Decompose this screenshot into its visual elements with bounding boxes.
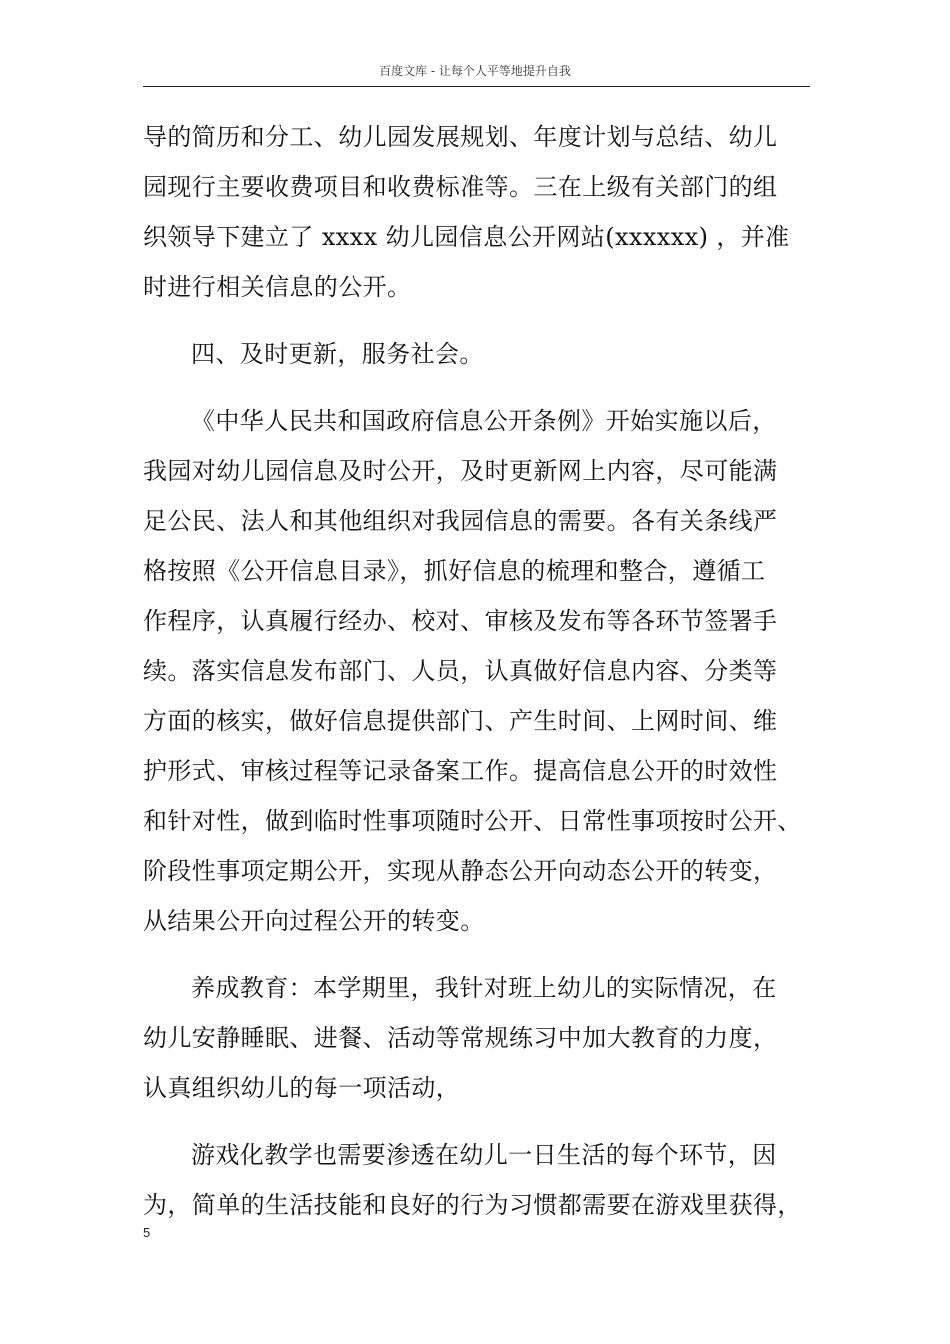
text-line: 阶段性事项定期公开，实现从静态公开向动态公开的转变，	[143, 857, 778, 885]
text-line: 四、及时更新，服务社会。	[191, 340, 484, 368]
header-divider	[143, 86, 810, 87]
text-line: 园现行主要收费项目和收费标准等。三在上级有关部门的组	[143, 173, 778, 201]
page-number: 5	[143, 1225, 151, 1240]
text-line: 《中华人民共和国政府信息公开条例》开始实施以后，	[191, 407, 777, 435]
section-heading-four	[143, 329, 810, 379]
text-line: 续。落实信息发布部门、人员，认真做好信息内容、分类等	[143, 657, 778, 685]
paragraph-habit-education	[143, 963, 810, 1113]
text-line: 养成教育：本学期里，我针对班上幼儿的实际情况，在	[191, 974, 777, 1002]
paragraph-game-teaching	[143, 1130, 810, 1230]
text-line: 时进行相关信息的公开。	[143, 273, 412, 301]
text-line: 导的简历和分工、幼儿园发展规划、年度计划与总结、幼儿	[143, 123, 778, 151]
text-line: 游戏化教学也需要渗透在幼儿一日生活的每个环节，因	[191, 1141, 777, 1169]
text-line: 从结果公开向过程公开的转变。	[143, 907, 485, 935]
text-line: 幼儿安静睡眠、进餐、活动等常规练习中加大教育的力度，	[143, 1024, 778, 1052]
page-header: 百度文库 - 让每个人平等地提升自我	[379, 64, 571, 78]
text-line: 格按照《公开信息目录》，抓好信息的梳理和整合，遵循工	[143, 557, 766, 585]
text-line: 织领导下建立了 xxxx 幼儿园信息公开网站(xxxxxx) ，并准	[143, 223, 790, 251]
text-line: 护形式、审核过程等记录备案工作。提高信息公开的时效性	[143, 757, 778, 785]
text-line: 足公民、法人和其他组织对我园信息的需要。各有关条线严	[143, 507, 778, 535]
text-line: 和针对性，做到临时性事项随时公开、日常性事项按时公开、	[143, 807, 802, 835]
text-line: 为，简单的生活技能和良好的行为习惯都需要在游戏里获得，	[143, 1191, 802, 1219]
text-line: 作程序，认真履行经办、校对、审核及发布等各环节签署手	[143, 607, 778, 635]
document-body	[143, 112, 810, 1230]
paragraph-continued-intro	[143, 112, 810, 312]
paragraph-regulations	[143, 396, 810, 946]
text-line: 方面的核实，做好信息提供部门、产生时间、上网时间、维	[143, 707, 778, 735]
text-line: 认真组织幼儿的每一项活动，	[143, 1074, 461, 1102]
text-line: 我园对幼儿园信息及时公开，及时更新网上内容，尽可能满	[143, 457, 778, 485]
